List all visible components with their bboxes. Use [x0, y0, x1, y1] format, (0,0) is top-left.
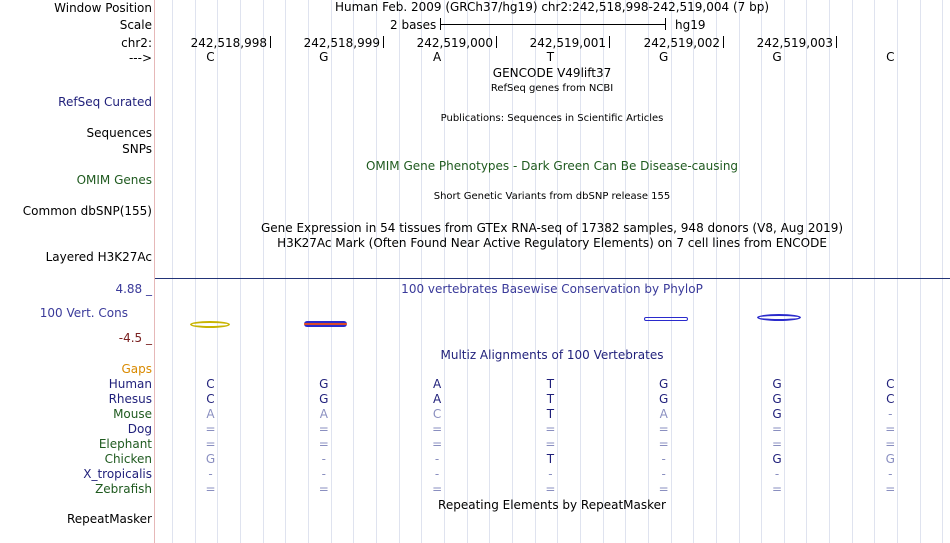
reference-base: T: [546, 50, 555, 64]
alignment-base: G: [772, 407, 782, 421]
alignment-base: =: [885, 422, 896, 436]
alignment-base: T: [546, 392, 555, 406]
reference-base: G: [659, 50, 669, 64]
species-label[interactable]: Zebrafish: [95, 482, 152, 496]
coordinate-tick-label: 242,518,999: [303, 36, 380, 50]
chr-label: chr2:: [121, 36, 152, 50]
alignment-base: =: [658, 422, 669, 436]
alignment-base: G: [319, 392, 329, 406]
alignment-base: C: [886, 392, 895, 406]
alignment-base: -: [548, 467, 553, 481]
reference-base: G: [319, 50, 329, 64]
species-label[interactable]: Human: [108, 377, 152, 391]
alignment-base: -: [661, 467, 666, 481]
grid-line: [331, 0, 332, 543]
coordinate-tick-label: 242,518,998: [190, 36, 267, 50]
alignment-base: -: [888, 407, 893, 421]
reference-base: G: [772, 50, 782, 64]
conservation-logo-g3: [757, 314, 801, 321]
alignment-base: =: [205, 482, 216, 496]
window-position-text: Human Feb. 2009 (GRCh37/hg19) chr2:242,518,998-242,519,004 (7 bp): [334, 0, 770, 14]
coordinate-tick: [836, 36, 837, 48]
grid-line: [784, 0, 785, 543]
species-label[interactable]: X_tropicalis: [83, 467, 152, 481]
alignment-base: =: [432, 437, 443, 451]
coordinate-tick-label: 242,519,000: [416, 36, 493, 50]
publications-track-title: Publications: Sequences in Scientific Articles: [440, 113, 664, 124]
grid-line: [195, 0, 196, 543]
alignment-base: =: [771, 422, 783, 436]
alignment-base: =: [771, 437, 783, 451]
sequences-track-label[interactable]: Sequences: [86, 126, 152, 140]
grid-line: [829, 0, 830, 543]
grid-line: [467, 0, 468, 543]
scale-bar: [440, 24, 666, 25]
reference-base: C: [886, 50, 895, 64]
alignment-base: -: [208, 467, 213, 481]
alignment-base: C: [206, 392, 215, 406]
coordinate-tick: [723, 36, 724, 48]
assembly-label: hg19: [675, 18, 706, 32]
alignment-base: -: [661, 452, 666, 466]
grid-line: [806, 0, 807, 543]
alignment-base: =: [545, 422, 556, 436]
coordinate-tick: [270, 36, 271, 48]
conservation-max-label: 4.88 _: [115, 282, 152, 296]
alignment-base: =: [205, 437, 216, 451]
alignment-base: T: [546, 452, 555, 466]
coordinate-tick: [609, 36, 610, 48]
species-label[interactable]: Dog: [127, 422, 152, 436]
grid-line: [399, 0, 400, 543]
species-label[interactable]: Elephant: [98, 437, 152, 451]
alignment-base: =: [658, 437, 669, 451]
snps-track-label[interactable]: SNPs: [122, 142, 152, 156]
coordinate-tick-label: 242,519,001: [529, 36, 606, 50]
scale-bar-left-cap: [440, 18, 441, 30]
grid-line: [693, 0, 694, 543]
grid-line: [874, 0, 875, 543]
alignment-base: G: [772, 452, 782, 466]
grid-line: [920, 0, 921, 543]
alignment-base: =: [658, 482, 669, 496]
alignment-base: A: [432, 392, 442, 406]
coordinate-tick: [496, 36, 497, 48]
h3k27ac-track-title: H3K27Ac Mark (Often Found Near Active Regulatory Elements) on 7 cell lines from ENCODE: [277, 236, 827, 250]
grid-line: [240, 0, 241, 543]
multiz-track-title: Multiz Alignments of 100 Vertebrates: [440, 348, 664, 362]
grid-line: [852, 0, 853, 543]
refseq-track-label[interactable]: RefSeq Curated: [58, 95, 152, 109]
alignment-base: =: [318, 482, 329, 496]
alignment-base: =: [771, 482, 783, 496]
alignment-base: G: [205, 452, 216, 466]
gaps-track-label[interactable]: Gaps: [121, 362, 152, 376]
repeatmasker-track-title: Repeating Elements by RepeatMasker: [438, 498, 666, 512]
alignment-base: =: [545, 482, 556, 496]
grid-line: [648, 0, 649, 543]
coordinate-tick: [383, 36, 384, 48]
dbsnp-track-label[interactable]: Common dbSNP(155): [22, 204, 152, 218]
alignment-base: C: [206, 377, 215, 391]
scale-bar-right-cap: [665, 18, 666, 30]
alignment-base: T: [546, 407, 555, 421]
species-label[interactable]: Mouse: [113, 407, 152, 421]
alignment-base: A: [319, 407, 328, 421]
grid-line: [308, 0, 309, 543]
omim-track-title: OMIM Gene Phenotypes - Dark Green Can Be Disease-causing: [365, 159, 739, 173]
grid-line: [942, 0, 943, 543]
conservation-track-label[interactable]: 100 Vert. Cons: [39, 306, 128, 320]
grid-line: [489, 0, 490, 543]
species-label[interactable]: Chicken: [104, 452, 152, 466]
grid-line: [376, 0, 377, 543]
alignment-base: =: [885, 437, 896, 451]
alignment-base: C: [886, 377, 895, 391]
alignment-base: =: [545, 437, 556, 451]
coordinate-tick-label: 242,519,003: [756, 36, 833, 50]
alignment-base: A: [432, 377, 442, 391]
coordinate-tick-label: 242,519,002: [643, 36, 720, 50]
alignment-base: G: [659, 392, 669, 406]
alignment-base: -: [321, 452, 326, 466]
alignment-base: -: [888, 467, 893, 481]
conservation-track-title: 100 vertebrates Basewise Conservation by PhyloP: [401, 282, 703, 296]
grid-line: [739, 0, 740, 543]
conservation-top-line: [155, 278, 950, 279]
gencode-track-title[interactable]: GENCODE V49lift37: [492, 66, 612, 80]
alignment-base: G: [885, 452, 895, 466]
alignment-base: -: [434, 452, 440, 466]
grid-line: [444, 0, 445, 543]
alignment-base: =: [318, 422, 329, 436]
alignment-base: =: [885, 482, 896, 496]
refseq-track-subtitle: RefSeq genes from NCBI: [490, 83, 614, 94]
grid-line: [897, 0, 898, 543]
alignment-base: G: [772, 392, 782, 406]
species-label[interactable]: Rhesus: [108, 392, 152, 406]
alignment-base: T: [546, 377, 555, 391]
alignment-base: C: [432, 407, 442, 421]
grid-line: [625, 0, 626, 543]
scale-bar-label: 2 bases: [390, 18, 437, 32]
strand-label[interactable]: --->: [128, 51, 152, 65]
label-separator: [154, 0, 155, 543]
conservation-min-label: -4.5 _: [118, 331, 152, 345]
grid-line: [421, 0, 422, 543]
alignment-base: G: [319, 377, 329, 391]
alignment-base: -: [434, 467, 440, 481]
alignment-base: G: [772, 377, 782, 391]
conservation-logo-g1: [304, 321, 347, 327]
alignment-base: =: [318, 437, 329, 451]
conservation-logo-c: [190, 321, 230, 328]
alignment-base: -: [774, 467, 780, 481]
reference-base: A: [432, 50, 442, 64]
h3k27ac-track-label[interactable]: Layered H3K27Ac: [45, 250, 152, 264]
alignment-base: =: [205, 422, 216, 436]
grid-line: [217, 0, 218, 543]
grid-line: [172, 0, 173, 543]
repeatmasker-track-label[interactable]: RepeatMasker: [66, 512, 152, 526]
dbsnp-track-title: Short Genetic Variants from dbSNP release 155: [433, 191, 671, 202]
alignment-base: =: [432, 422, 443, 436]
conservation-logo-g2: [644, 317, 688, 321]
grid-line: [263, 0, 264, 543]
omim-track-label[interactable]: OMIM Genes: [76, 173, 152, 187]
gtex-track-title: Gene Expression in 54 tissues from GTEx RNA-seq of 17382 samples, 948 donors (V8, Aug 2019): [260, 221, 844, 235]
grid-line: [761, 0, 762, 543]
alignment-base: G: [659, 377, 669, 391]
alignment-base: A: [659, 407, 668, 421]
grid-line: [716, 0, 717, 543]
alignment-base: A: [206, 407, 215, 421]
grid-line: [285, 0, 286, 543]
window-position-label: Window Position: [54, 1, 152, 15]
grid-line: [671, 0, 672, 543]
reference-base: C: [206, 50, 215, 64]
scale-label: Scale: [119, 18, 152, 32]
grid-line: [353, 0, 354, 543]
alignment-base: =: [432, 482, 443, 496]
alignment-base: -: [321, 467, 326, 481]
